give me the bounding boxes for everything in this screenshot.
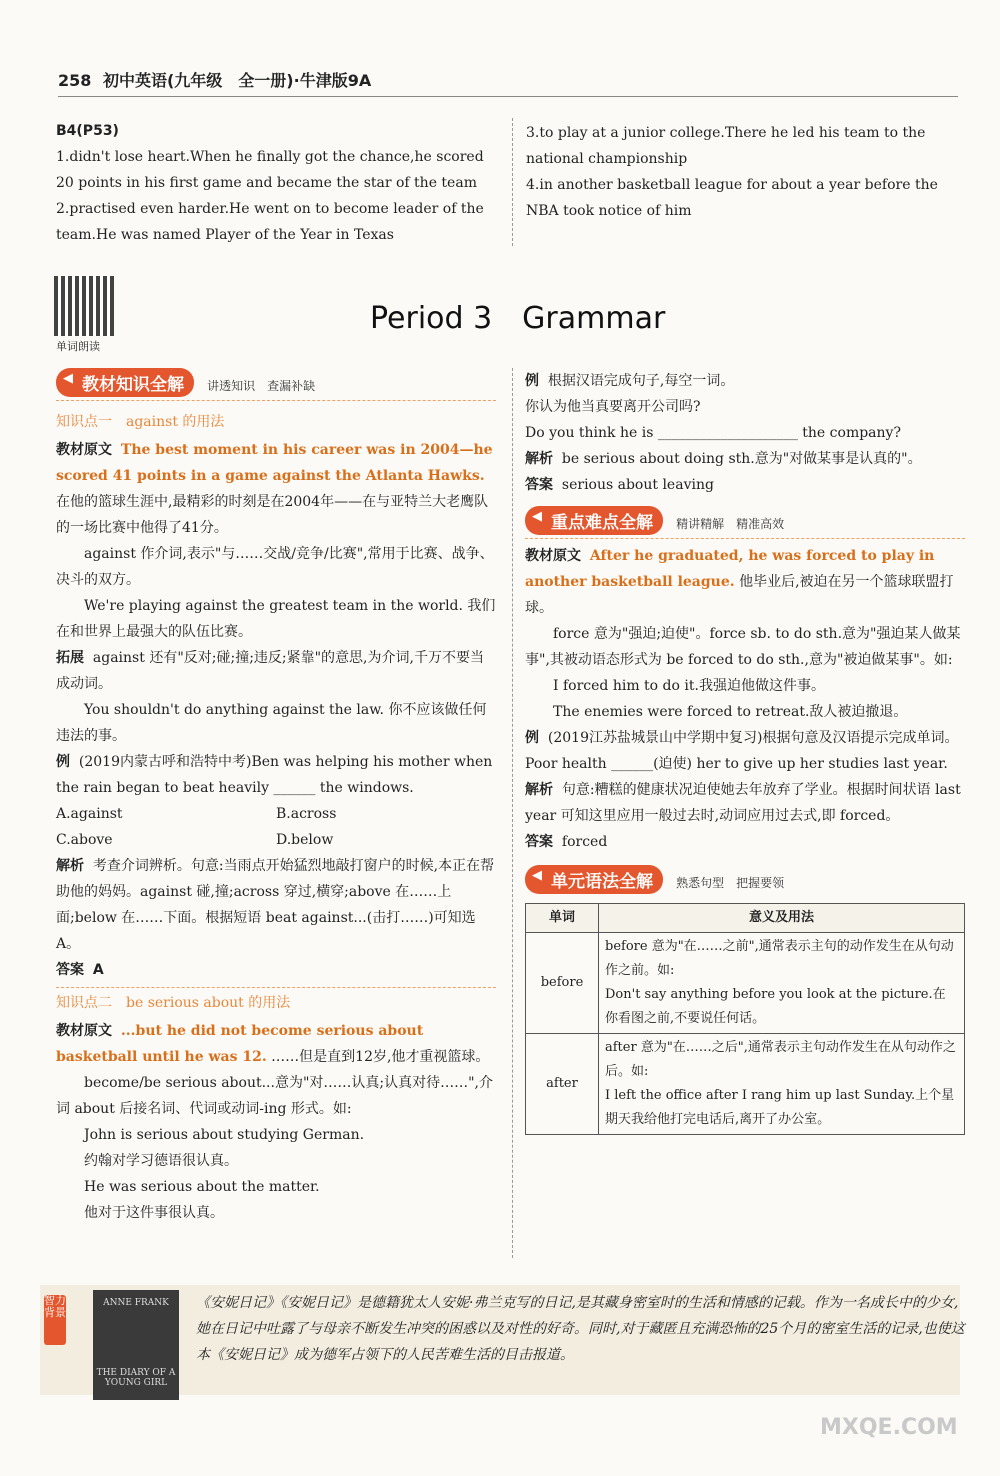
exercise: 根据汉语完成句子,每空一词。 xyxy=(547,373,735,389)
table-cell-word: before xyxy=(526,933,599,1034)
label: 解析 xyxy=(525,782,553,798)
label: 解析 xyxy=(56,858,84,874)
label: 答案 xyxy=(525,834,553,850)
option: A.against xyxy=(56,806,123,822)
banner-title: ◀ 重点难点全解 xyxy=(525,506,663,535)
label: 教材原文 xyxy=(56,1023,112,1039)
label: 例 xyxy=(525,373,539,389)
example: I forced him to do it.我强迫他做这件事。 xyxy=(553,678,825,694)
banner-title: ◀ 单元语法全解 xyxy=(525,865,663,894)
label: 答案 xyxy=(56,962,84,978)
label: 教材原文 xyxy=(525,548,581,564)
paragraph: against 还有"反对;碰;撞;违反;紧靠"的意思,为介词,千万不要当成动词。 xyxy=(56,650,484,692)
right-column xyxy=(525,368,965,1135)
option: D.below xyxy=(276,832,334,848)
footer-text: 《安妮日记》《安妮日记》是德籍犹太人安妮·弗兰克写的日记,是其藏身密室时的生活和情感的记载。作为一名成长中的少女,她在日记中吐露了与母亲不断发生冲突的困惑以及对性的好奇。同时,对于藏匿且充满恐怖的25个月的密室生活的记录,也使这本《安妮日记》成为德军占领下的人民苦难生活的目击报道。 xyxy=(196,1295,965,1363)
banner-title: ◀ 教材知识全解 xyxy=(56,368,194,397)
example: 约翰对学习德语很认真。 xyxy=(84,1153,238,1169)
table-row xyxy=(526,933,965,1034)
exercise-en: Do you think he is ____________________ the company? xyxy=(525,425,901,441)
usage-line: I left the office after I rang him up last Sunday.上个星期天我给他打完电话后,离开了办公室。 xyxy=(605,1088,955,1127)
kp-divider xyxy=(56,400,496,401)
answer-block-right xyxy=(526,120,966,224)
watermark: MXQE.COM xyxy=(820,1415,958,1440)
paragraph: We're playing against the greatest team in the world. 我们在和世界上最强大的队伍比赛。 xyxy=(56,598,496,640)
original-zh: ……但是直到12岁,他才重视篮球。 xyxy=(271,1049,490,1065)
usage-line: Don't say anything before you look at the picture.在你看图之前,不要说任何话。 xyxy=(605,987,946,1026)
label: 拓展 xyxy=(56,650,84,666)
header-divider xyxy=(58,96,958,97)
table-cell-word: after xyxy=(526,1034,599,1135)
label: 教材原文 xyxy=(56,442,112,458)
exercise-en: Poor health ______(迫使) her to give up her studies last year. xyxy=(525,756,948,772)
answer-item: 1.didn't lose heart.When he finally got the chance,he scored 20 points in his first game and became the star of the team xyxy=(56,149,484,191)
table-cell-usage xyxy=(599,933,965,1034)
original-en: After he graduated, he was forced to play in another basketball league. xyxy=(525,548,935,590)
answer: serious about leaving xyxy=(561,477,714,493)
original-zh: 他毕业后,被迫在另一个篮球联盟打球。 xyxy=(525,574,954,616)
options-row xyxy=(56,827,496,853)
kp2-title: 知识点二 be serious about 的用法 xyxy=(56,995,291,1011)
example: The enemies were forced to retreat.敌人被迫撤退。 xyxy=(553,704,908,720)
options-row xyxy=(56,801,496,827)
qr-label: 单词朗读 xyxy=(56,340,100,353)
original-en: The best moment in his career was in 2004—he scored 41 points in a game against the Atlanta Hawks. xyxy=(56,442,493,484)
table-header-row xyxy=(526,904,965,933)
paragraph: You shouldn't do anything against the law. 你不应该做任何违法的事。 xyxy=(56,702,487,744)
answer: forced xyxy=(561,834,608,850)
book-subtitle: THE DIARY OF A YOUNG GIRL xyxy=(96,1368,176,1388)
kp1-title: 知识点一 against 的用法 xyxy=(56,414,225,430)
paragraph: force 意为"强迫;迫使"。force sb. to do sth.意为"强迫某人做某事",其被动语态形式为 be forced to do sth.,意为"被迫做某事"。如: xyxy=(525,626,961,668)
banner-subtitle: 精讲精解 精准高效 xyxy=(676,517,785,531)
usage-line: before 意为"在……之前",通常表示主句的动作发生在从句动作之前。如: xyxy=(605,939,954,978)
label: 答案 xyxy=(525,477,553,493)
answer: A xyxy=(92,962,104,978)
usage-line: after 意为"在……之后",通常表示主句动作发生在从句动作之后。如: xyxy=(605,1040,956,1079)
page-number: 258 xyxy=(58,71,92,90)
background-tag: 智力背景 xyxy=(44,1295,66,1345)
paragraph: become/be serious about...意为"对……认真;认真对待……",介词 about 后接名词、代词或动词-ing 形式。如: xyxy=(56,1075,493,1117)
column-divider xyxy=(512,118,513,246)
kp-divider xyxy=(525,538,965,539)
example: John is serious about studying German. xyxy=(84,1127,365,1143)
answer-item: 2.practised even harder.He went on to become leader of the team.He was named Player of the Year in Texas xyxy=(56,201,484,243)
label: 例 xyxy=(56,754,70,770)
label: 例 xyxy=(525,730,539,746)
grammar-table xyxy=(525,903,965,1135)
banner-subtitle: 讲透知识 查漏补缺 xyxy=(207,379,316,393)
answer-item: 3.to play at a junior college.There he led his team to the national championship xyxy=(526,125,926,167)
table-header: 意义及用法 xyxy=(599,904,965,933)
analysis: 句意:糟糕的健康状况迫使她去年放弃了学业。根据时间状语 last year 可知这里应用一般过去时,动词应用过去式,即 forced。 xyxy=(525,782,961,824)
answer-item: 4.in another basketball league for about a year before the NBA took notice of him xyxy=(526,177,938,219)
analysis: be serious about doing sth.意为"对做某事是认真的"。 xyxy=(561,451,922,467)
original-en: ...but he did not become serious about basketball until he was 12. xyxy=(56,1023,424,1065)
original-zh: 在他的篮球生涯中,最精彩的时刻是在2004年——在与亚特兰大老鹰队的一场比赛中他得了41分。 xyxy=(56,494,489,536)
left-column xyxy=(56,368,496,1226)
period-title: Period 3 Grammar xyxy=(370,301,666,336)
example: 他对于这件事很认真。 xyxy=(84,1205,224,1221)
option: C.above xyxy=(56,832,113,848)
table-row xyxy=(526,1034,965,1135)
analysis: 考查介词辨析。句意:当雨点开始猛烈地敲打窗户的时候,本正在帮助他的妈妈。against 碰,撞;across 穿过,横穿;above 在……上面;below 在……下面。根据短语 beat against...(击打……)可知选 A。 xyxy=(56,858,495,952)
exercise-zh: 你认为他当真要离开公司吗? xyxy=(525,399,701,415)
page-header xyxy=(58,68,371,91)
book-title: 初中英语(九年级 全一册)·牛津版9A xyxy=(102,71,372,90)
label: 解析 xyxy=(525,451,553,467)
table-cell-usage xyxy=(599,1034,965,1135)
answer-block-left xyxy=(56,118,501,248)
qr-code[interactable] xyxy=(54,276,114,336)
table-header: 单词 xyxy=(526,904,599,933)
option: B.across xyxy=(276,806,337,822)
column-divider xyxy=(512,368,513,1258)
example: He was serious about the matter. xyxy=(84,1179,320,1195)
exercise: (2019内蒙古呼和浩特中考)Ben was helping his mother when the rain began to beat heavily ______ the windows. xyxy=(56,754,493,796)
book-cover-image xyxy=(93,1290,179,1400)
banner-textbook xyxy=(56,368,496,396)
banner-subtitle: 熟悉句型 把握要领 xyxy=(676,876,785,890)
exercise: (2019江苏盐城景山中学期中复习)根据句意及汉语提示完成单词。 xyxy=(547,730,959,746)
paragraph: against 作介词,表示"与……交战/竞争/比赛",常用于比赛、战争、决斗的双方。 xyxy=(56,546,494,588)
b4-title: B4(P53) xyxy=(56,123,119,139)
banner-key-points xyxy=(525,506,965,534)
book-title: ANNE FRANK xyxy=(103,1298,169,1308)
banner-grammar xyxy=(525,865,965,893)
